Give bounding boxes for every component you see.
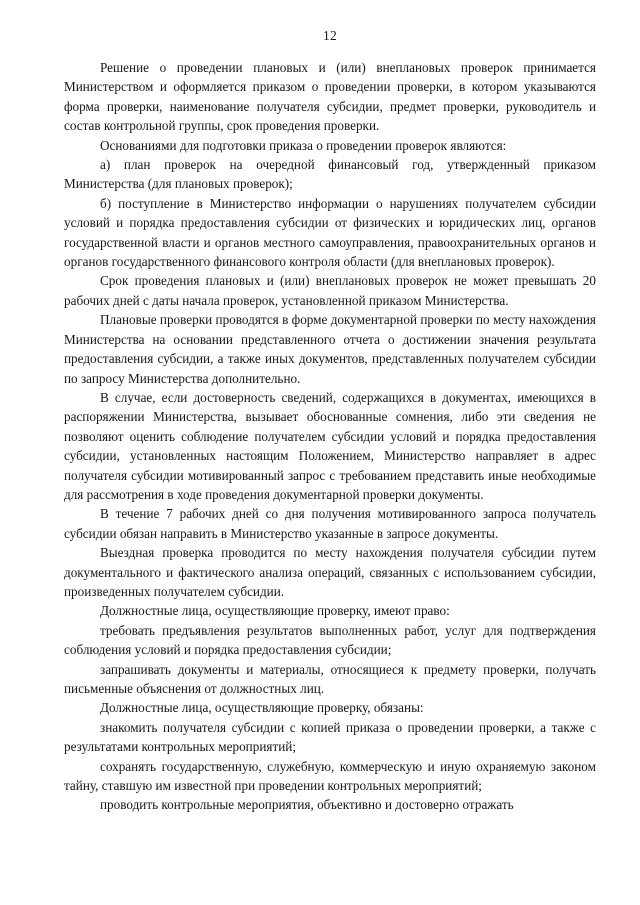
paragraph: сохранять государственную, служебную, коммерческую и иную охраняемую законом тайну, ставшую им известной при проведении контрольных мероприятий; (64, 758, 596, 794)
paragraph: запрашивать документы и материалы, относящиеся к предмету проверки, получать письменные объяснения от должностных лиц. (64, 661, 596, 696)
paragraph: Выездная проверка проводится по месту нахождения получателя субсидии путем документального и фактического анализа операций, связанных с использованием субсидии, произведенных получателем субсидии. (64, 545, 596, 599)
paragraph: Плановые проверки проводятся в форме документарной проверки по месту нахождения Министерства на основании представленного отчета о достижении значения результата предоставления субсидии, а также иных документов, представленных получателем субсидии по запросу Министерства дополнительно. (64, 312, 596, 386)
paragraph: проводить контрольные мероприятия, объективно и достоверно отражать (100, 797, 514, 813)
paragraph: б) поступление в Министерство информации о нарушениях получателем субсидии условий и порядка предоставления субсидии от физических и юридических лиц, органов государственной власти и органов местного самоуправления, правоохранительных органов и органов государственного финансового контроля области (для внеплановых проверок). (64, 195, 596, 270)
paragraph: Решение о проведении плановых и (или) внеплановых проверок принимается Министерством и оформляется приказом о проведении проверки, в котором указываются форма проверки, наименование получателя субсидии, предмет проверки, руководитель и состав контрольной группы, срок проведения проверки. (64, 60, 596, 134)
page-number: 12 (323, 28, 337, 43)
paragraph: знакомить получателя субсидии с копией приказа о проведении проверки, а также с результатами контрольных мероприятий; (64, 719, 596, 755)
paragraph: Должностные лица, осуществляющие проверку, обязаны: (100, 700, 424, 716)
paragraph: В течение 7 рабочих дней со дня получения мотивированного запроса получатель субсидии обязан направить в Министерство указанные в запросе документы. (64, 506, 596, 541)
paragraph: Должностные лица, осуществляющие проверку, имеют право: (100, 603, 450, 619)
paragraph: требовать предъявления результатов выполненных работ, услуг для подтверждения соблюдения условий и порядка предоставления субсидии; (64, 622, 596, 658)
paragraph: В случае, если достоверность сведений, содержащихся в документах, имеющихся в распоряжении Министерства, вызывает обоснованные сомнения, либо эти сведения не позволяют оценить соблюдение получателем субсидии условий и порядка предоставления субсидии, установленных настоящим Положением, Министерство направляет в адрес получателя субсидии мотивированный запрос с требованием представить иные необходимые для рассмотрения в ходе проведения документарной проверки документы. (64, 389, 596, 502)
paragraph: Срок проведения плановых и (или) внеплановых проверок не может превышать 20 рабочих дней с даты начала проверок, установленной приказом Министерства. (64, 273, 596, 308)
document-body (64, 58, 596, 815)
paragraph: а) план проверок на очередной финансовый год, утвержденный приказом Министерства (для плановых проверок); (64, 157, 596, 192)
paragraph: Основаниями для подготовки приказа о проведении проверок являются: (100, 137, 507, 153)
